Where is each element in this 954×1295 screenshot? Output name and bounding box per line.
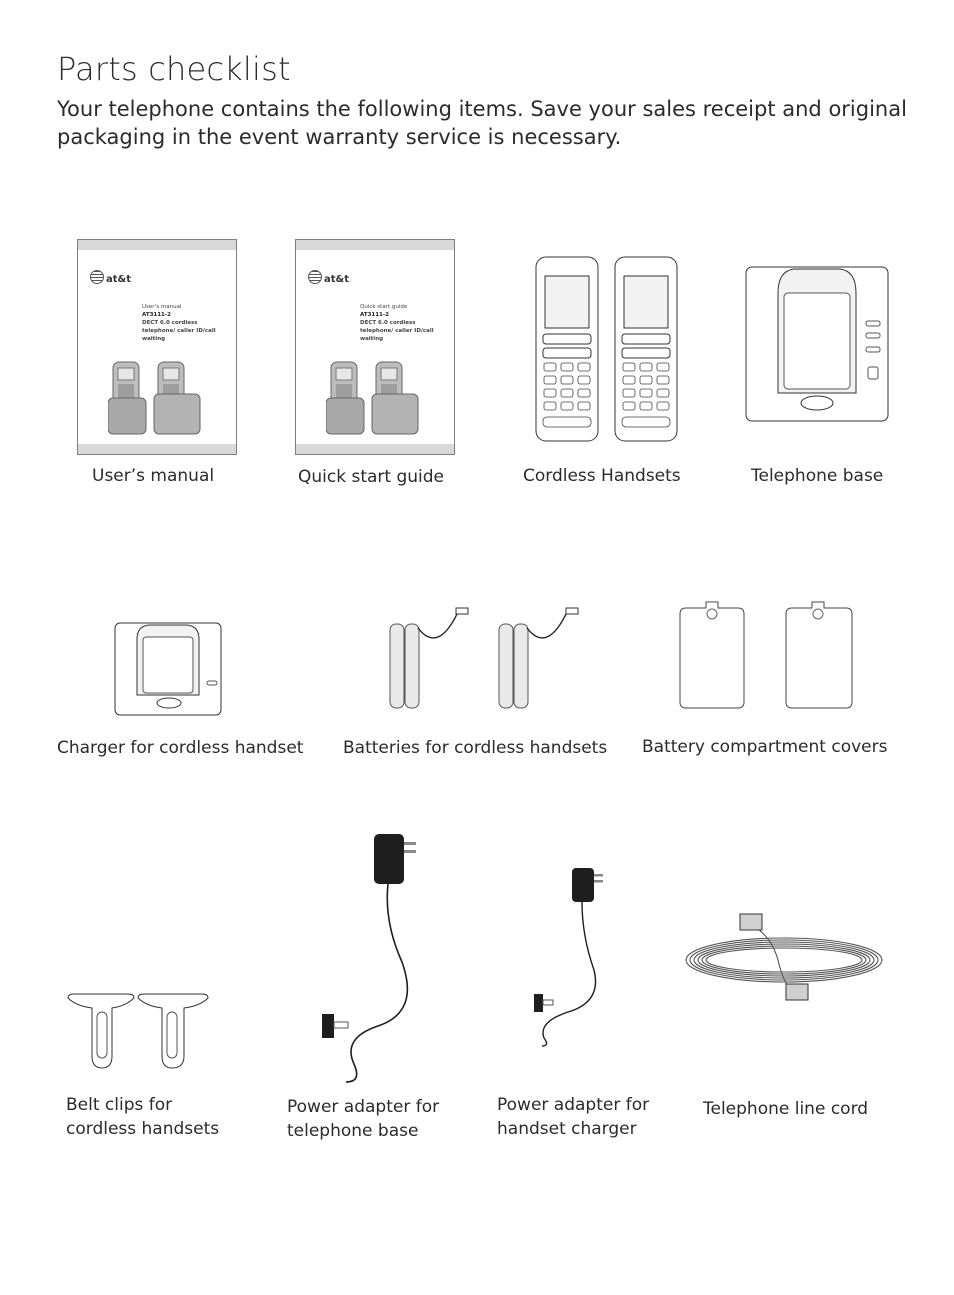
caption-charger: Charger for cordless handset [57, 738, 304, 758]
belt-clip-icon [66, 992, 212, 1072]
charger-icon [113, 621, 223, 717]
caption-telephone-base: Telephone base [751, 466, 884, 486]
battery-cover-icon [676, 600, 856, 710]
att-logo: at&t [308, 270, 349, 285]
caption-line: Power adapter for [287, 1097, 440, 1117]
caption-users-manual: User’s manual [92, 466, 215, 486]
quick-start-guide-icon [295, 239, 455, 455]
manual-booklet-icon [77, 239, 237, 455]
telephone-base-icon [744, 263, 892, 425]
caption-line: Power adapter for [497, 1095, 650, 1115]
caption-belt-clips [66, 1093, 219, 1141]
caption-line-cord: Telephone line cord [703, 1099, 869, 1119]
caption-battery-covers: Battery compartment covers [642, 737, 888, 757]
phones-illustration [326, 358, 436, 438]
caption-cordless-handsets: Cordless Handsets [523, 466, 681, 486]
battery-pack-icon [388, 604, 588, 710]
handset-icon [533, 254, 683, 444]
caption-power-adapter-base [287, 1095, 439, 1143]
att-logo: at&t [90, 270, 131, 285]
caption-line: Belt clips for [66, 1095, 173, 1115]
caption-quick-start-guide: Quick start guide [298, 467, 445, 487]
caption-line: telephone base [287, 1121, 419, 1141]
page-title: Parts checklist [57, 50, 291, 88]
caption-batteries: Batteries for cordless handsets [343, 738, 608, 758]
caption-line: cordless handsets [66, 1119, 220, 1139]
booklet-text: User’s manual AT3111-2 DECT 6.0 cordless telephone/ caller ID/call waiting [142, 304, 216, 342]
power-adapter-small-icon [532, 866, 606, 1048]
intro-paragraph: Your telephone contains the following items. Save your sales receipt and original packaging in the event warranty service is necessary. [57, 97, 907, 149]
power-adapter-icon [318, 832, 422, 1086]
caption-line: handset charger [497, 1119, 637, 1139]
booklet-text: Quick start guide AT3111-2 DECT 6.0 cordless telephone/ caller ID/call waiting [360, 304, 434, 342]
phones-illustration [108, 358, 218, 438]
caption-power-adapter-charger [497, 1093, 649, 1141]
line-cord-icon [682, 912, 886, 1004]
